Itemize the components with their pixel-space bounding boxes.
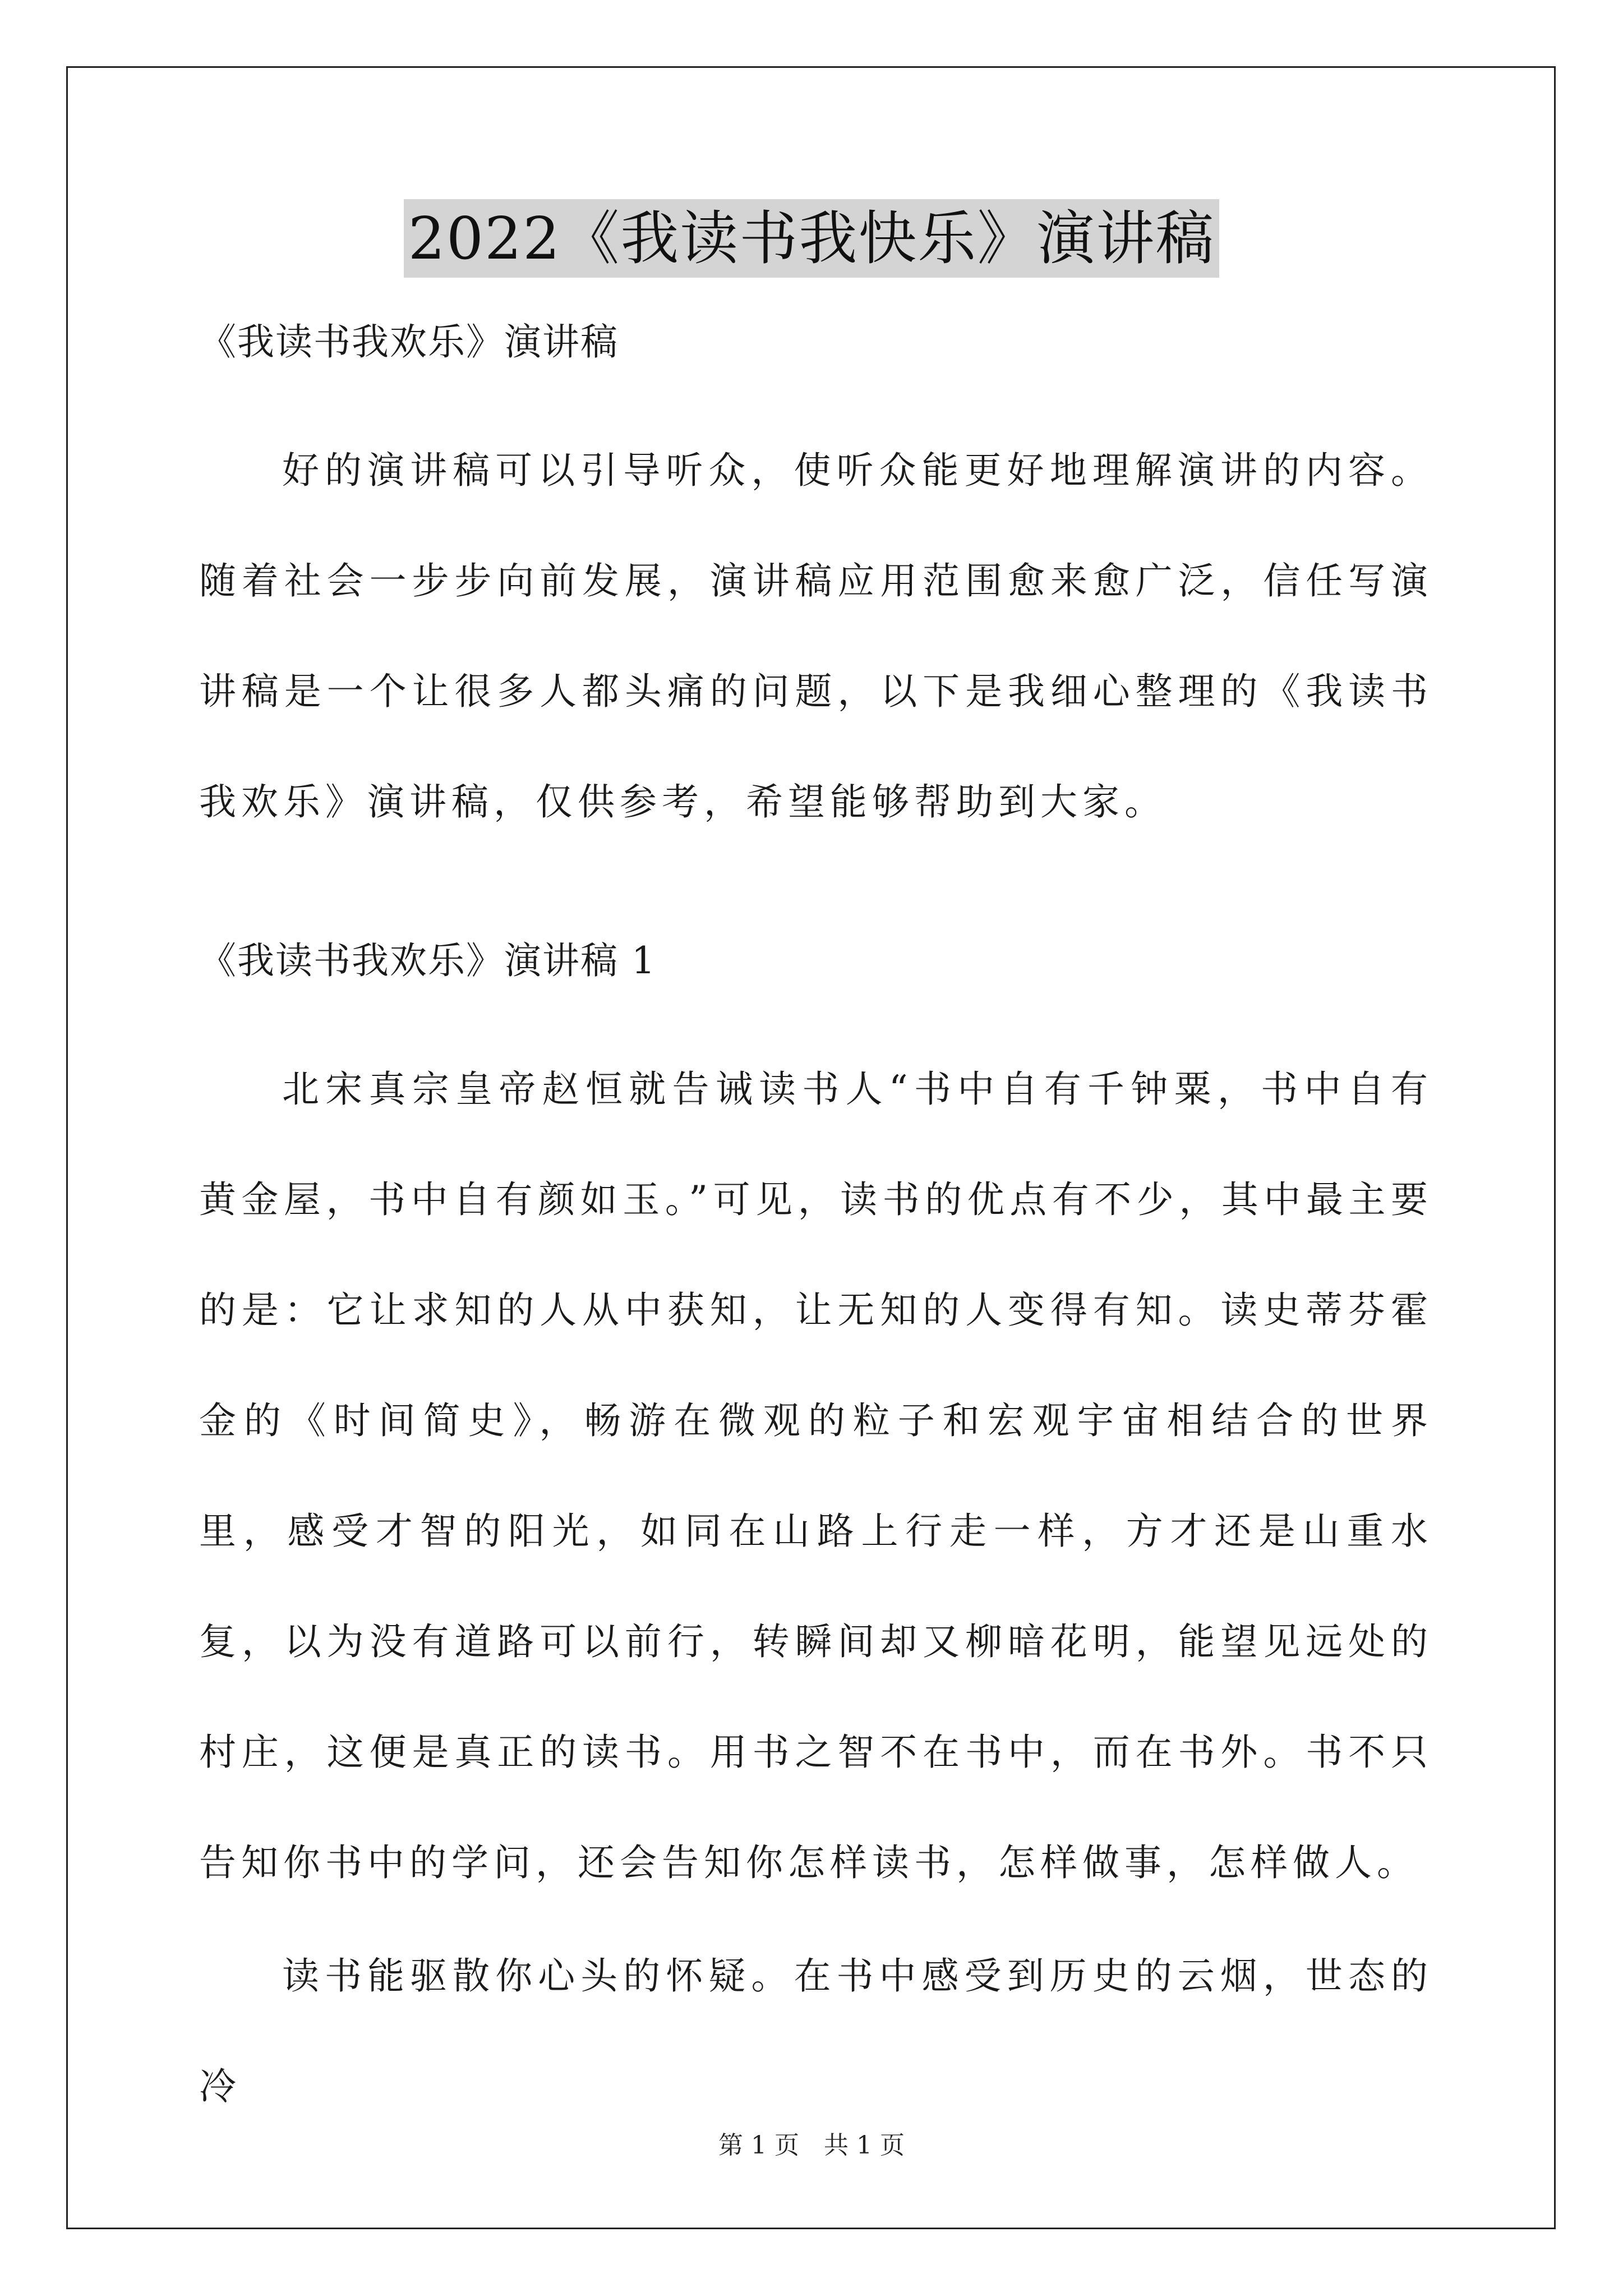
document-title: 2022《我读书我快乐》演讲稿 xyxy=(404,199,1220,278)
page-footer: 第 1 页 共 1 页 xyxy=(718,2131,905,2160)
body-paragraph: 北宋真宗皇帝赵恒就告诫读书人“书中自有千钟粟，书中自有黄金屋，书中自有颜如玉。”可见，读书的优点有不少，其中最主要的是：它让求知的人从中获知，让无知的人变得有知。读史蒂芬霍金的《时间简史》，畅游在微观的粒子和宏观宇宙相结合的世界里，感受才智的阳光，如同在山路上行走一样，方才还是山重水复，以为没有道路可以前行，转瞬间却又柳暗花明，能望见远处的村庄，这便是真正的读书。用书之智不在书中，而在书外。书不只告知你书中的学问，还会告知你怎样读书，怎样做事，怎样做人。 xyxy=(199,1068,1433,1884)
intro-paragraph: 好的演讲稿可以引导听众，使听众能更好地理解演讲的内容。随着社会一步步向前发展，演讲稿应用范围愈来愈广泛，信任写演讲稿是一个让很多人都头痛的问题，以下是我细心整理的《我读书我欢乐》演讲稿，仅供参考，希望能够帮助到大家。 xyxy=(199,449,1433,823)
document-body xyxy=(199,314,1433,2142)
body-paragraph: 读书能驱散你心头的怀疑。在书中感受到历史的云烟，世态的冷 xyxy=(199,1954,1433,2108)
subheading-speech-1: 《我读书我欢乐》演讲稿 1 xyxy=(199,939,656,982)
title-container xyxy=(0,199,1623,278)
subheading-intro: 《我读书我欢乐》演讲稿 xyxy=(199,320,619,364)
